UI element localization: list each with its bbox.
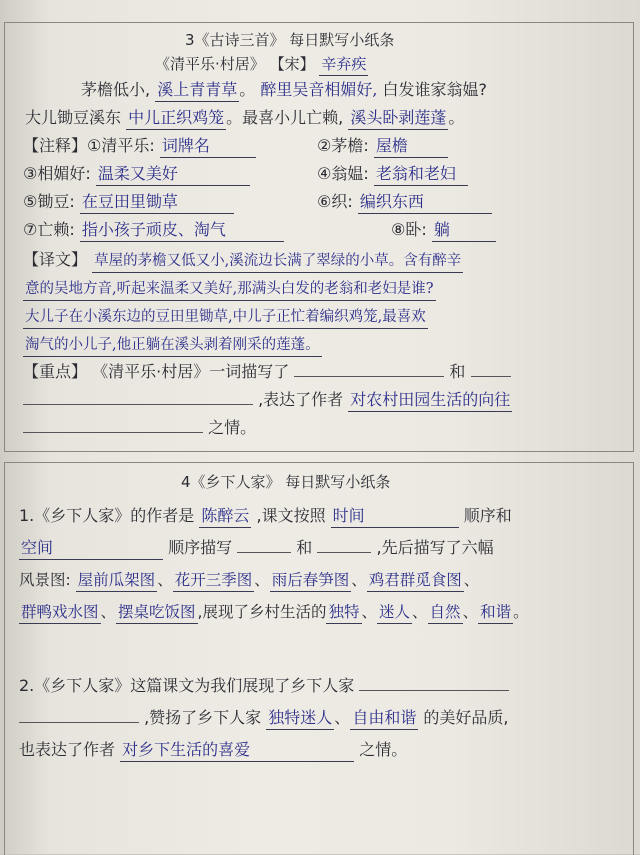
focus-text: 《清平乐·村居》一词描写了 bbox=[92, 362, 290, 381]
q-answer: 陈醉云 bbox=[199, 505, 251, 528]
note-answer: 编织东西 bbox=[358, 191, 492, 214]
translation-line-3 bbox=[23, 305, 428, 329]
poem-text: 茅檐低小, bbox=[81, 80, 151, 99]
translation-line-2 bbox=[23, 277, 436, 301]
q1-line-2 bbox=[19, 537, 494, 560]
q-answer: 时间 bbox=[331, 505, 459, 528]
note-4 bbox=[317, 163, 468, 186]
poem-text: 。最喜小儿亡赖, bbox=[226, 108, 344, 127]
trait-answer: 自然 bbox=[428, 601, 463, 624]
q-text: 也表达了作者 bbox=[19, 740, 116, 759]
q-answer: 自由和谐 bbox=[350, 707, 418, 730]
note-1 bbox=[23, 135, 256, 158]
q2-line-2: ,赞扬了乡下人家 独特迷人 、 自由和谐 的美好品质, bbox=[19, 707, 509, 730]
q-text: 顺序描写 bbox=[168, 538, 233, 557]
scene-answer: 屋前瓜架图 bbox=[76, 569, 158, 592]
q-answer: 独特迷人 bbox=[266, 707, 334, 730]
note-answer: 老翁和老妇 bbox=[374, 163, 468, 186]
note-answer: 躺 bbox=[432, 219, 496, 242]
q-text: 的美好品质, bbox=[423, 708, 509, 727]
trait-answer: 独特 bbox=[326, 601, 361, 624]
q-answer: 对乡下生活的喜爱 bbox=[120, 739, 354, 762]
blank bbox=[19, 722, 139, 723]
poem-answer: 溪头卧剥莲蓬 bbox=[348, 107, 448, 130]
q-text: ,先后描写了六幅 bbox=[376, 538, 494, 557]
q-text: ,展现了乡村生活的 bbox=[197, 603, 327, 621]
note-label: 【注释】①清平乐: bbox=[23, 136, 155, 155]
q-text: 之情。 bbox=[359, 740, 408, 759]
note-8 bbox=[391, 219, 496, 242]
note-7 bbox=[23, 219, 284, 242]
poem-text: 白发谁家翁媪? bbox=[382, 80, 487, 99]
poem-line-2 bbox=[25, 107, 464, 130]
poem-title: 《清平乐·村居》 bbox=[155, 55, 265, 73]
translation-line-4 bbox=[23, 333, 322, 357]
translation-text: 草屋的茅檐又低又小,溪流边长满了翠绿的小草。含有醉辛 bbox=[92, 250, 463, 273]
q-text: 和 bbox=[296, 538, 313, 557]
blank bbox=[237, 552, 291, 553]
focus-text: ,表达了作者 bbox=[258, 390, 344, 409]
note-label: ⑧卧: bbox=[391, 220, 427, 239]
q-text: 1.《乡下人家》的作者是 bbox=[19, 506, 195, 525]
section-title: 3《古诗三首》 每日默写小纸条 bbox=[185, 31, 395, 49]
note-answer: 温柔又美好 bbox=[96, 163, 250, 186]
focus-line-2 bbox=[23, 389, 512, 412]
focus-line-3 bbox=[23, 417, 256, 439]
focus-text: 之情。 bbox=[208, 418, 257, 437]
author-answer: 辛弃疾 bbox=[319, 53, 368, 76]
note-2 bbox=[317, 135, 448, 158]
trait-answer: 迷人 bbox=[377, 601, 412, 624]
trait-answer: 和谐 bbox=[478, 601, 513, 624]
scene-answer: 雨后春笋图 bbox=[270, 569, 352, 592]
q-text: ,赞扬了乡下人家 bbox=[144, 708, 262, 727]
q1-line-3: 风景图: 屋前瓜架图 、 花开三季图 、 雨后春笋图 、 鸡君群觅食图 、 bbox=[19, 569, 479, 592]
note-label: ③相媚好: bbox=[23, 164, 91, 183]
blank bbox=[359, 690, 509, 691]
q-text: ,课文按照 bbox=[256, 506, 326, 525]
blank bbox=[23, 432, 203, 433]
note-answer: 屋檐 bbox=[374, 135, 448, 158]
focus-text: 和 bbox=[449, 362, 466, 381]
note-6 bbox=[317, 191, 492, 214]
note-label: ⑥织: bbox=[317, 192, 353, 211]
poem-text: 。 bbox=[239, 80, 256, 99]
q2-line-3 bbox=[19, 739, 407, 762]
q1-line-4: 群鸭戏水图 、 摆桌吃饭图 ,展现了乡村生活的 独特 、 迷人 、 自然 、 和谐 。 bbox=[19, 601, 529, 624]
translation-line-1 bbox=[23, 249, 463, 273]
scene-answer: 摆桌吃饭图 bbox=[116, 601, 198, 624]
note-label: ②茅檐: bbox=[317, 136, 369, 155]
poem-heading bbox=[155, 53, 368, 76]
translation-text: 意的吴地方音,听起来温柔又美好,那满头白发的老翁和老妇是谁? bbox=[23, 278, 436, 301]
blank bbox=[23, 404, 253, 405]
poem-answer: 醉里吴音相媚好, bbox=[260, 80, 378, 99]
note-answer: 在豆田里锄草 bbox=[80, 191, 234, 214]
dictation-card-poems bbox=[4, 22, 634, 452]
note-label: ⑦亡赖: bbox=[23, 220, 75, 239]
poem-text: 。 bbox=[448, 108, 465, 127]
dictation-card-village bbox=[4, 462, 634, 855]
q-text: 顺序和 bbox=[463, 506, 512, 525]
q-text: 2.《乡下人家》这篇课文为我们展现了乡下人家 bbox=[19, 676, 355, 695]
translation-label: 【译文】 bbox=[23, 250, 88, 269]
q1-line-1 bbox=[19, 505, 512, 528]
poem-text: 大儿锄豆溪东 bbox=[25, 108, 122, 127]
translation-text: 大儿子在小溪东边的豆田里锄草,中儿子正忙着编织鸡笼,最喜欢 bbox=[23, 306, 428, 329]
focus-line-1 bbox=[23, 361, 511, 383]
blank bbox=[294, 376, 444, 377]
scene-answer: 群鸭戏水图 bbox=[19, 601, 101, 624]
blank bbox=[317, 552, 371, 553]
q2-line-1 bbox=[19, 675, 509, 697]
dynasty: 【宋】 bbox=[269, 55, 315, 73]
blank bbox=[471, 376, 511, 377]
q-answer: 空间 bbox=[19, 537, 163, 560]
q-text: 风景图: bbox=[19, 571, 71, 589]
note-answer: 词牌名 bbox=[160, 135, 256, 158]
note-5 bbox=[23, 191, 234, 214]
poem-line-1 bbox=[81, 79, 487, 102]
poem-answer: 溪上青青草 bbox=[155, 79, 239, 102]
poem-answer: 中儿正织鸡笼 bbox=[126, 107, 226, 130]
note-label: ④翁媪: bbox=[317, 164, 369, 183]
note-label: ⑤锄豆: bbox=[23, 192, 75, 211]
translation-text: 淘气的小儿子,他正躺在溪头剥着刚采的莲蓬。 bbox=[23, 334, 322, 357]
focus-answer: 对农村田园生活的向往 bbox=[348, 389, 512, 412]
section-title: 4《乡下人家》 每日默写小纸条 bbox=[181, 473, 391, 491]
scene-answer: 鸡君群觅食图 bbox=[367, 569, 464, 592]
focus-label: 【重点】 bbox=[23, 362, 88, 381]
scene-answer: 花开三季图 bbox=[173, 569, 255, 592]
note-3 bbox=[23, 163, 250, 186]
note-answer: 指小孩子顽皮、淘气 bbox=[80, 219, 284, 242]
